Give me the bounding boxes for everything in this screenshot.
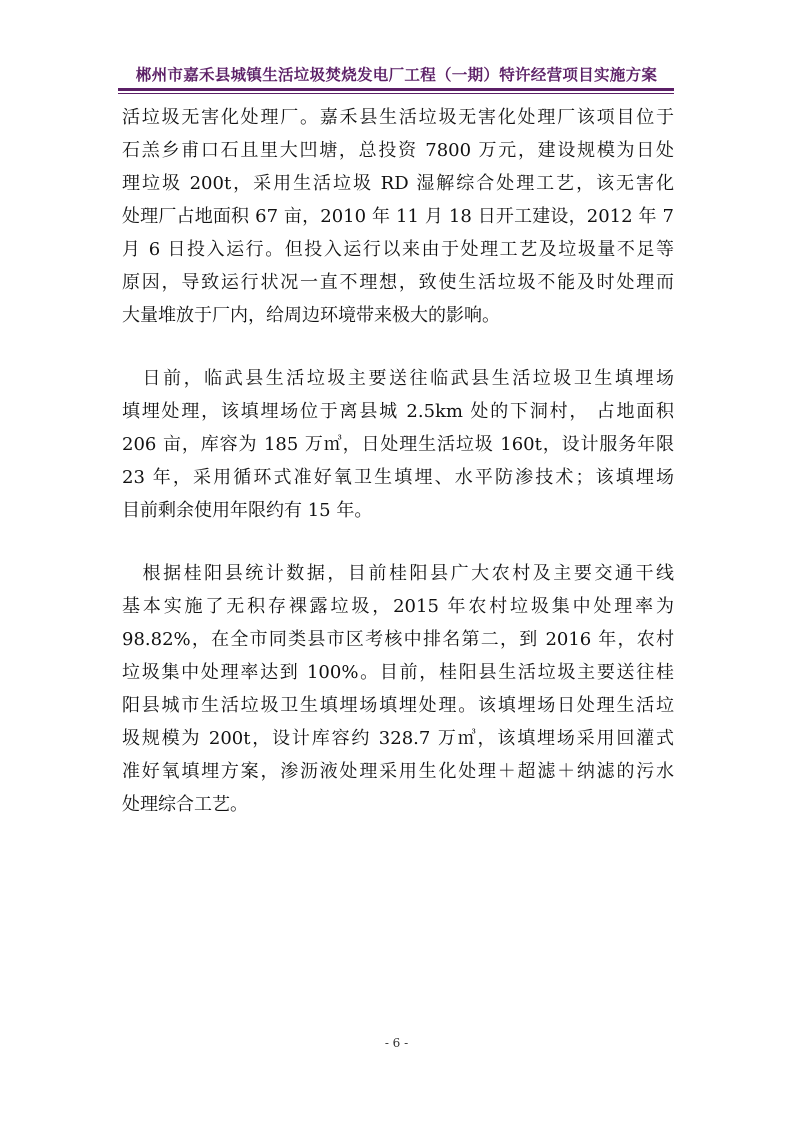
text-line: 大量堆放于厂内，给周边环境带来极大的影响。 bbox=[122, 305, 500, 326]
text-line: 23 年，采用循环式准好氧卫生填埋、水平防渗技术；该填埋场 bbox=[122, 467, 674, 488]
header-rule-thin bbox=[118, 93, 674, 94]
text-line: 填埋处理，该填埋场位于离县城 2.5km 处的下洞村， 占地面积 bbox=[122, 401, 674, 422]
text-line: 理垃圾 200t，采用生活垃圾 RD 湿解综合处理工艺，该无害化 bbox=[122, 173, 674, 194]
page-header-title: 郴州市嘉禾县城镇生活垃圾焚烧发电厂工程（一期）特许经营项目实施方案 bbox=[135, 65, 658, 84]
text-line: 原因，导致运行状况一直不理想，致使生活垃圾不能及时处理而 bbox=[122, 272, 674, 293]
document-body bbox=[122, 101, 674, 821]
text-line: 98.82%，在全市同类县市区考核中排名第二，到 2016 年，农村 bbox=[122, 629, 674, 650]
text-line: 活垃圾无害化处理厂。嘉禾县生活垃圾无害化处理厂该项目位于 bbox=[122, 107, 674, 128]
text-line: 日前，临武县生活垃圾主要送往临武县生活垃圾卫生填埋场 bbox=[122, 368, 674, 389]
text-line: 206 亩，库容为 185 万㎥，日处理生活垃圾 160t，设计服务年限 bbox=[122, 434, 674, 455]
text-line: 处理厂占地面积 67 亩，2010 年 11 月 18 日开工建设，2012 年 7 bbox=[122, 206, 674, 227]
paragraph-3 bbox=[122, 557, 674, 821]
text-line: 圾规模为 200t，设计库容约 328.7 万㎥，该填埋场采用回灌式 bbox=[122, 728, 674, 749]
text-line: 月 6 日投入运行。但投入运行以来由于处理工艺及垃圾量不足等 bbox=[122, 239, 674, 260]
text-line: 准好氧填埋方案，渗沥液处理采用生化处理＋超滤＋纳滤的污水 bbox=[122, 761, 674, 782]
paragraph-2 bbox=[122, 362, 674, 527]
text-line: 阳县城市生活垃圾卫生填埋场填埋处理。该填埋场日处理生活垃 bbox=[122, 695, 674, 716]
header-rule-thick bbox=[118, 88, 674, 91]
page-number: - 6 - bbox=[384, 1036, 409, 1050]
text-line: 石羔乡甫口石且里大凹塘，总投资 7800 万元，建设规模为日处 bbox=[122, 140, 674, 161]
text-line: 垃圾集中处理率达到 100%。目前，桂阳县生活垃圾主要送往桂 bbox=[122, 662, 674, 683]
text-line: 基本实施了无积存裸露垃圾，2015 年农村垃圾集中处理率为 bbox=[122, 596, 674, 617]
text-line: 处理综合工艺。 bbox=[122, 794, 248, 815]
paragraph-1 bbox=[122, 101, 674, 332]
text-line: 根据桂阳县统计数据，目前桂阳县广大农村及主要交通干线 bbox=[122, 563, 674, 584]
text-line: 目前剩余使用年限约有 15 年。 bbox=[122, 500, 373, 521]
